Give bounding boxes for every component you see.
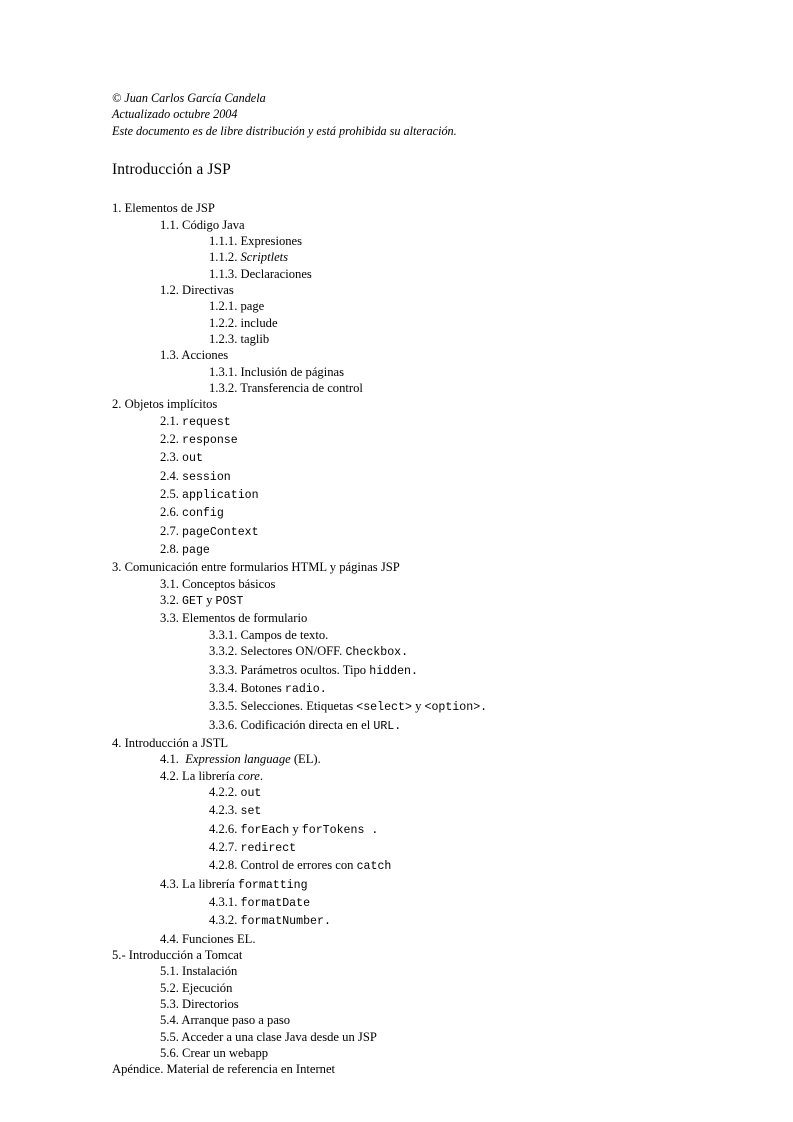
toc-entry[interactable] <box>112 698 692 716</box>
toc-entry-text: forTokens . <box>301 823 379 837</box>
toc-entry-text: request <box>182 415 231 429</box>
toc-entry-text: 1.3.1. Inclusión de páginas <box>209 364 345 379</box>
toc-entry-text: Apéndice. Material de referencia en Internet <box>112 1062 336 1077</box>
toc-entry[interactable] <box>112 468 692 486</box>
toc-entry[interactable] <box>112 802 692 820</box>
toc-entry-text: response <box>182 434 238 448</box>
toc-entry-text: 5.3. Directorios <box>160 997 239 1012</box>
toc-entry-text: Checkbox. <box>345 646 409 660</box>
toc-entry-text: 4.2.3. <box>209 803 241 818</box>
toc-entry-text: 1.1.3. Declaraciones <box>209 266 312 281</box>
toc-entry-text: 3.3.1. Campos de texto. <box>209 627 329 642</box>
toc-entry-text: 1.2.2. include <box>209 315 278 330</box>
toc-entry[interactable] <box>112 200 692 216</box>
table-of-contents <box>112 200 692 1078</box>
toc-entry[interactable] <box>112 996 692 1012</box>
toc-entry[interactable] <box>112 413 692 431</box>
toc-entry-text: 1.1.2. <box>209 250 241 265</box>
toc-entry-text: 4.2. La librería <box>160 768 238 783</box>
toc-entry[interactable] <box>112 912 692 930</box>
toc-entry[interactable] <box>112 315 692 331</box>
toc-entry[interactable] <box>112 963 692 979</box>
document-content <box>112 90 692 1078</box>
toc-entry-text: formatDate <box>240 896 311 910</box>
toc-entry-text: 3.3.4. Botones <box>209 680 285 695</box>
toc-entry-text: 3.3.2. Selectores ON/OFF. <box>209 644 346 659</box>
toc-entry[interactable] <box>112 643 692 661</box>
toc-entry[interactable] <box>112 751 692 767</box>
toc-entry-text: 1.3. Acciones <box>160 348 229 363</box>
toc-entry[interactable] <box>112 717 692 735</box>
toc-entry[interactable] <box>112 662 692 680</box>
toc-entry-text: (EL). <box>290 752 321 767</box>
toc-entry[interactable] <box>112 233 692 249</box>
toc-entry-text: formatNumber. <box>240 915 331 929</box>
toc-entry[interactable] <box>112 876 692 894</box>
toc-entry-text: 4.2.2. <box>209 784 241 799</box>
toc-entry-text: 1.2.1. page <box>209 299 265 314</box>
toc-entry-text: 4.2.6. <box>209 821 241 836</box>
toc-entry[interactable] <box>112 486 692 504</box>
toc-entry-text: 2.3. <box>160 450 183 465</box>
toc-entry-text: 5.- Introducción a Tomcat <box>112 948 243 962</box>
toc-entry[interactable] <box>112 380 692 396</box>
toc-entry-text: 4.1. <box>160 752 186 767</box>
toc-entry-text: hidden. <box>369 664 418 678</box>
toc-entry[interactable] <box>112 980 692 996</box>
toc-entry-text: 3. Comunicación entre formularios HTML y páginas JSP <box>112 560 400 575</box>
toc-entry[interactable] <box>112 947 692 963</box>
toc-entry-text: forEach <box>240 823 290 837</box>
toc-entry-text: redirect <box>240 841 297 855</box>
toc-entry[interactable] <box>112 396 692 412</box>
toc-entry-text: Scriptlets <box>240 250 289 265</box>
toc-entry-text: <option>. <box>424 701 488 715</box>
toc-entry-text: 5.5. Acceder a una clase Java desde un JSP <box>160 1029 377 1044</box>
toc-entry-text: y <box>202 593 216 608</box>
toc-entry[interactable] <box>112 282 692 298</box>
toc-entry-text: 2.1. <box>160 413 183 428</box>
toc-entry-text: 3.2. <box>160 593 183 608</box>
toc-entry-text: session <box>182 470 231 484</box>
toc-entry-text: URL. <box>373 719 402 733</box>
toc-entry[interactable] <box>112 266 692 282</box>
toc-entry-text: 1.1. Código Java <box>160 217 245 232</box>
toc-entry-text: y <box>289 821 302 836</box>
toc-entry[interactable] <box>112 347 692 363</box>
toc-entry[interactable] <box>112 1029 692 1045</box>
toc-entry[interactable] <box>112 523 692 541</box>
toc-entry[interactable] <box>112 839 692 857</box>
toc-entry-text: catch <box>356 860 392 874</box>
toc-entry[interactable] <box>112 931 692 947</box>
toc-entry-text: 2.7. <box>160 523 183 538</box>
toc-entry[interactable] <box>112 610 692 626</box>
toc-entry-text: 5.6. Crear un webapp <box>160 1046 269 1061</box>
toc-entry-text: 1.2. Directivas <box>160 282 234 297</box>
toc-entry-text: POST <box>215 595 244 609</box>
toc-entry-text: 2. Objetos implícitos <box>112 397 218 412</box>
toc-entry[interactable] <box>112 680 692 698</box>
toc-entry[interactable] <box>112 627 692 643</box>
toc-entry-text: out <box>240 786 262 800</box>
toc-entry[interactable] <box>112 364 692 380</box>
toc-entry-text: application <box>182 489 259 503</box>
toc-entry-text: 4.2.8. Control de errores con <box>209 858 357 873</box>
toc-entry[interactable] <box>112 784 692 802</box>
toc-entry-text: Expression language <box>185 752 291 767</box>
toc-entry-text: 1.1.1. Expresiones <box>209 233 303 248</box>
document-header <box>112 90 692 139</box>
copyright-line: © Juan Carlos García Candela <box>112 91 266 105</box>
toc-entry-text: radio. <box>284 682 327 696</box>
toc-entry-text: pageContext <box>182 525 259 539</box>
toc-entry-text: 2.2. <box>160 432 183 447</box>
toc-entry[interactable] <box>112 857 692 875</box>
toc-entry-text: GET <box>182 595 203 609</box>
toc-entry[interactable] <box>112 1045 692 1061</box>
toc-entry-text: 4.2.7. <box>209 839 241 854</box>
toc-entry-text: formatting <box>237 878 308 892</box>
toc-entry-text: config <box>182 507 224 521</box>
toc-entry-text: 5.4. Arranque paso a paso <box>160 1013 291 1028</box>
toc-entry-text: 3.3.5. Selecciones. Etiquetas <box>209 699 357 714</box>
toc-entry-text: page <box>182 544 210 558</box>
toc-entry-text: 3.3. Elementos de formulario <box>160 611 308 626</box>
toc-entry-text: 3.3.3. Parámetros ocultos. Tipo <box>209 662 370 677</box>
toc-entry[interactable] <box>112 1061 692 1077</box>
toc-entry[interactable] <box>112 431 692 449</box>
toc-entry-text: 3.3.6. Codificación directa en el <box>209 717 374 732</box>
toc-entry[interactable] <box>112 331 692 347</box>
toc-entry[interactable] <box>112 559 692 575</box>
toc-entry-text: 3.1. Conceptos básicos <box>160 576 276 591</box>
toc-entry-text: core <box>237 768 260 783</box>
toc-entry-text: set <box>240 805 262 819</box>
distribution-notice-line: Este documento es de libre distribución y está prohibida su alteración. <box>112 123 457 138</box>
toc-entry-text: 5.2. Ejecución <box>160 980 233 995</box>
toc-entry[interactable] <box>112 217 692 233</box>
toc-entry-text: 4. Introducción a JSTL <box>112 735 229 750</box>
toc-entry[interactable] <box>112 449 692 467</box>
toc-entry-text: <select> <box>356 701 412 715</box>
toc-entry-text: 2.4. <box>160 468 183 483</box>
toc-entry-text: 2.6. <box>160 505 183 520</box>
toc-entry[interactable] <box>112 541 692 559</box>
toc-entry-text: . <box>259 768 264 783</box>
toc-entry-text: 4.4. Funciones EL. <box>160 931 256 946</box>
toc-entry-text: 2.8. <box>160 542 183 557</box>
toc-entry[interactable] <box>112 821 692 839</box>
toc-entry-text: out <box>182 452 203 466</box>
toc-entry-text: 1.3.2. Transferencia de control <box>209 381 363 395</box>
toc-entry[interactable] <box>112 592 692 610</box>
toc-entry-text: 1. Elementos de JSP <box>112 201 215 216</box>
toc-entry[interactable] <box>112 894 692 912</box>
toc-entry-text: 1.2.3. taglib <box>209 331 270 346</box>
toc-entry-text: 4.3. La librería <box>160 876 238 891</box>
updated-line: Actualizado octubre 2004 <box>112 107 238 122</box>
toc-entry-text: 4.3.2. <box>209 913 241 928</box>
toc-entry[interactable] <box>112 504 692 522</box>
toc-entry[interactable] <box>112 576 692 592</box>
toc-entry[interactable] <box>112 249 692 265</box>
toc-entry[interactable] <box>112 1012 692 1028</box>
toc-entry-text: 4.3.1. <box>209 894 241 909</box>
toc-entry[interactable] <box>112 735 692 751</box>
toc-entry-text: 5.1. Instalación <box>160 964 238 979</box>
toc-entry[interactable] <box>112 298 692 314</box>
toc-entry-text: 2.5. <box>160 487 183 502</box>
toc-entry[interactable] <box>112 768 692 784</box>
page-title: Introducción a JSP <box>112 161 231 179</box>
toc-entry-text: y <box>411 699 425 714</box>
